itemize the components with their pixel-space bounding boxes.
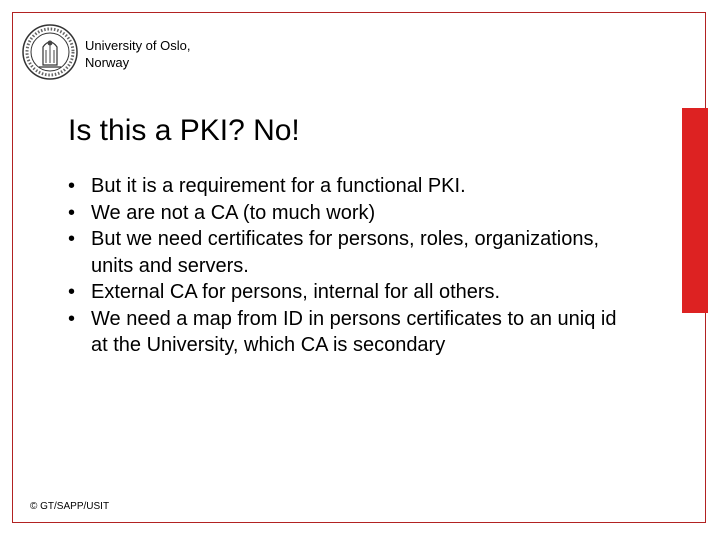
university-line-1: University of Oslo, [85, 38, 191, 53]
bullet-text: We are not a CA (to much work) [91, 201, 376, 224]
bullet-item [60, 200, 620, 227]
bullet-item [60, 226, 620, 279]
university-seal-icon [21, 23, 79, 81]
bullet-icon: • [68, 281, 76, 303]
bullet-text: But we need certificates for persons, roles, organizations, units and servers. [91, 228, 600, 277]
bullet-item [60, 173, 620, 200]
accent-bar [682, 108, 708, 313]
bullet-item [60, 306, 620, 359]
bullet-text: External CA for persons, internal for all others. [91, 281, 501, 303]
bullet-icon: • [68, 201, 76, 224]
bullet-icon: • [68, 175, 76, 197]
bullet-text: But it is a requirement for a functional PKI. [91, 175, 466, 197]
bullet-text: We need a map from ID in persons certificates to an uniq id at the University, which CA is secondary [91, 307, 617, 356]
footer-copyright: © GT/SAPP/USIT [30, 501, 110, 512]
bullet-item [60, 279, 620, 306]
bullet-icon: • [68, 228, 76, 250]
bullet-icon: • [68, 307, 76, 330]
university-line-2: Norway [85, 55, 130, 70]
slide-title: Is this a PKI? No! [68, 114, 300, 147]
bullet-list [60, 173, 620, 359]
university-name [85, 37, 190, 71]
